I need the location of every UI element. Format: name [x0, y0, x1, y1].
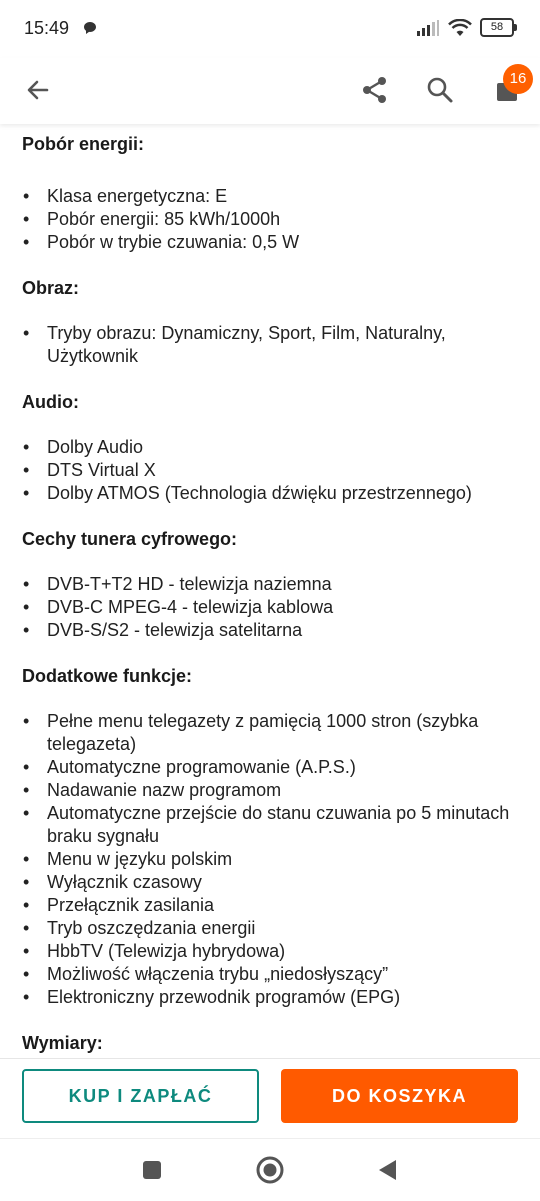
list-item: • Tryb oszczędzania energii: [22, 917, 518, 940]
bullet-list: [22, 436, 518, 505]
back-button[interactable]: [16, 68, 60, 112]
wifi-icon: [448, 19, 472, 37]
list-item: • Nadawanie nazw programom: [22, 779, 518, 802]
list-item: • Klasa energetyczna: E: [22, 185, 518, 208]
search-icon: [426, 76, 454, 104]
square-icon: [142, 1160, 162, 1180]
section-tuner: [22, 527, 518, 642]
status-indicators: [416, 18, 514, 37]
list-item: • Automatyczne przejście do stanu czuwania po 5 minutach braku sygnału: [22, 802, 518, 848]
section-picture: [22, 276, 518, 368]
back-nav-button[interactable]: [370, 1153, 404, 1187]
bullet-list: [22, 573, 518, 642]
recent-apps-button[interactable]: [135, 1153, 169, 1187]
section-heading: Dodatkowe funkcje:: [22, 666, 193, 686]
bullet-list: [22, 322, 518, 368]
list-item: • Elektroniczny przewodnik programów (EPG): [22, 986, 518, 1009]
cart-button[interactable]: [485, 68, 529, 112]
list-item: • Pobór energii: 85 kWh/1000h: [22, 208, 518, 231]
buy-now-button[interactable]: KUP I ZAPŁAĆ: [22, 1069, 259, 1123]
list-item: • DTS Virtual X: [22, 459, 518, 482]
list-item: • Menu w języku polskim: [22, 848, 518, 871]
add-to-cart-button[interactable]: DO KOSZYKA: [281, 1069, 518, 1123]
home-circle-icon: [255, 1155, 285, 1185]
section-heading: Obraz:: [22, 278, 80, 298]
home-button[interactable]: [253, 1153, 287, 1187]
action-bar: [0, 1058, 540, 1139]
bullet-list: [22, 710, 518, 1009]
search-button[interactable]: [418, 68, 462, 112]
share-button[interactable]: [353, 68, 397, 112]
list-item: • Pełne menu telegazety z pamięcią 1000 stron (szybka telegazeta): [22, 710, 518, 756]
battery-icon: 58: [480, 18, 514, 37]
list-item: • Dolby ATMOS (Technologia dźwięku przestrzennego): [22, 482, 518, 505]
section-heading: Pobór energii:: [22, 134, 145, 154]
status-time: 15:49: [24, 18, 70, 38]
list-item: • DVB-S/S2 - telewizja satelitarna: [22, 619, 518, 642]
list-item: • Możliwość włączenia trybu „niedosłyszący”: [22, 963, 518, 986]
section-power: [22, 124, 518, 254]
status-bar: [0, 0, 540, 58]
section-audio: [22, 390, 518, 505]
chat-notification-icon: [83, 21, 97, 35]
signal-icon: [416, 20, 440, 36]
share-icon: [361, 76, 389, 104]
list-item: • Przełącznik zasilania: [22, 894, 518, 917]
list-item: • Dolby Audio: [22, 436, 518, 459]
section-heading: Audio:: [22, 392, 79, 412]
section-extra-features: [22, 664, 518, 1009]
section-dimensions: [22, 1031, 518, 1055]
list-item: • HbbTV (Telewizja hybrydowa): [22, 940, 518, 963]
bullet-list: [22, 185, 518, 254]
app-header: [0, 58, 540, 124]
list-item: • Tryby obrazu: Dynamiczny, Sport, Film, Naturalny, Użytkownik: [22, 322, 518, 368]
product-description[interactable]: [0, 124, 540, 1058]
section-heading: Cechy tunera cyfrowego:: [22, 529, 238, 549]
list-item: • DVB-T+T2 HD - telewizja naziemna: [22, 573, 518, 596]
triangle-back-icon: [376, 1158, 398, 1182]
arrow-left-icon: [25, 77, 51, 103]
list-item: • DVB-C MPEG-4 - telewizja kablowa: [22, 596, 518, 619]
list-item: • Wyłącznik czasowy: [22, 871, 518, 894]
system-nav-bar: [0, 1138, 540, 1201]
list-item: • Automatyczne programowanie (A.P.S.): [22, 756, 518, 779]
list-item: • Pobór w trybie czuwania: 0,5 W: [22, 231, 518, 254]
cart-count-badge: 16: [503, 64, 533, 94]
section-heading: Wymiary:: [22, 1033, 103, 1053]
